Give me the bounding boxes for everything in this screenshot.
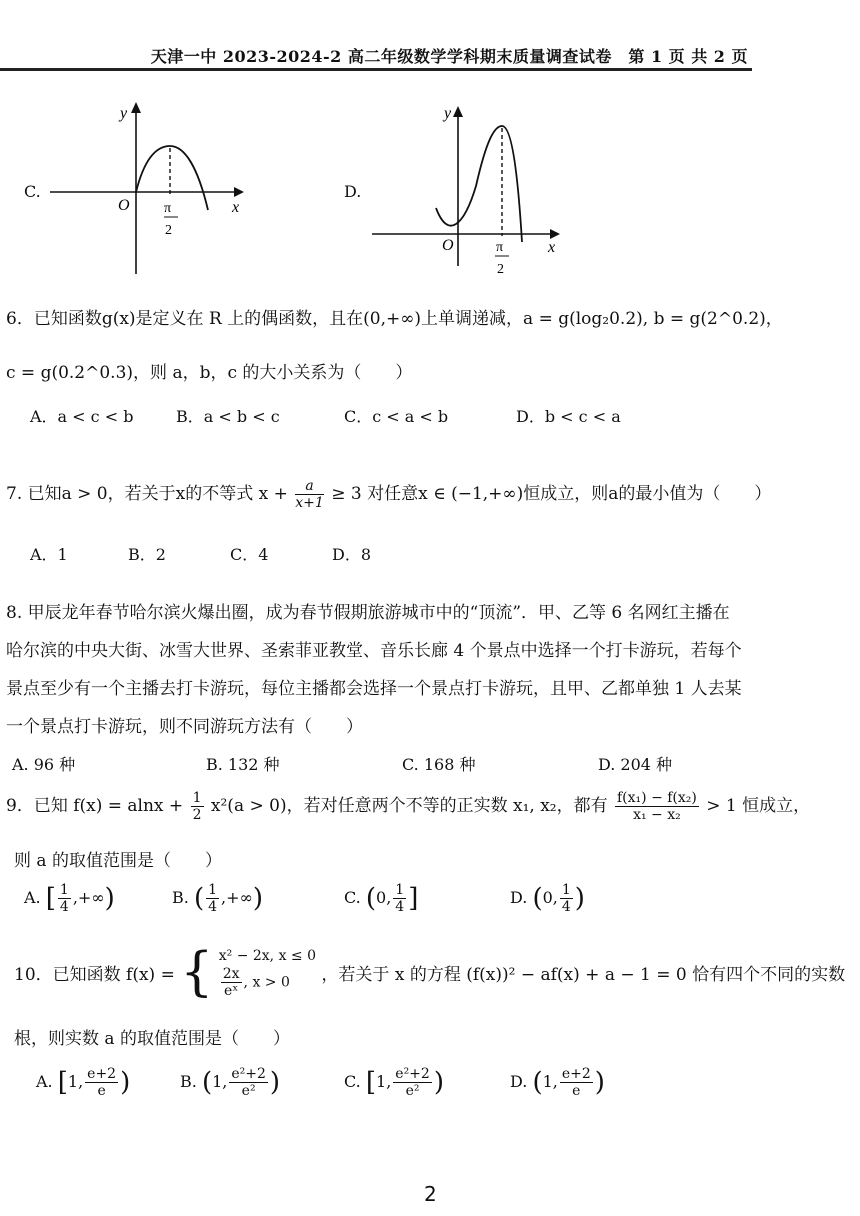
page-header: 天津一中 2023-2024-2 高二年级数学学科期末质量调查试卷 第 1 页 共 2 页 — [150, 47, 748, 66]
q10-option-d — [510, 1066, 605, 1099]
q10-case2-tail: , x > 0 — [243, 974, 290, 991]
q9-d-num: 1 — [561, 882, 571, 898]
q10-b-num: e²+2 — [231, 1066, 266, 1082]
q10-d-frac — [560, 1066, 593, 1099]
q10-c-letter: C. — [344, 1072, 361, 1091]
q10-a-frac — [85, 1066, 118, 1099]
q10-b-frac — [229, 1066, 268, 1099]
q9-a-frac — [58, 882, 71, 915]
q10-d-pre: 1, — [542, 1072, 558, 1091]
q9-half-den: 2 — [192, 807, 202, 823]
q9-c-letter: C. — [344, 888, 361, 907]
q7-option-a: A．1 — [30, 545, 68, 564]
q9-mid: x²(a > 0)，若对任意两个不等的正实数 x₁, x₂，都有 — [210, 796, 608, 816]
q6-option-a: A．a < c < b — [30, 407, 134, 426]
q10-d-open: ( — [532, 1067, 543, 1098]
q7-num: a — [295, 478, 324, 495]
q9-b-den: 4 — [208, 899, 218, 915]
graph-d-y: y — [444, 105, 452, 122]
q7-option-c: C．4 — [230, 545, 269, 564]
q10-c-den: e² — [405, 1083, 420, 1099]
q8-line3: 景点至少有一个主播去打卡游玩，每位主播都会选择一个景点打卡游玩，且甲、乙都单独 1 人去某 — [6, 679, 742, 699]
q10-c-num: e²+2 — [395, 1066, 430, 1082]
q10-d-close: ) — [594, 1067, 605, 1098]
q10-case2-num: 2x — [222, 966, 240, 982]
q10-option-c — [344, 1066, 444, 1099]
q8-option-c: C. 168 种 — [402, 755, 476, 774]
q7-stem — [6, 478, 771, 511]
graph-d-pi: π — [496, 240, 504, 255]
q8-option-d: D. 204 种 — [598, 755, 673, 774]
q9-diff-fraction — [615, 790, 699, 823]
q9-d-letter: D. — [510, 888, 528, 907]
q10-c-pre: 1, — [376, 1072, 392, 1091]
q9-d-open: ( — [532, 883, 543, 914]
q9-c-open: ( — [365, 883, 377, 914]
q10-b-close: ) — [269, 1067, 281, 1098]
header-rule — [0, 68, 752, 71]
q7-pre: 7. 已知a > 0，若关于x的不等式 x + — [6, 484, 288, 504]
graph-d-x: x — [548, 239, 556, 256]
q9-half-num: 1 — [192, 790, 202, 806]
graph-c — [40, 96, 280, 281]
q9-a-letter: A. — [24, 888, 41, 907]
graph-c-two: 2 — [165, 223, 172, 238]
q9-d-den: 4 — [561, 899, 571, 915]
q9-b-letter: B. — [172, 888, 189, 907]
q10-b-pre: 1, — [212, 1072, 228, 1091]
q8-line1: 8. 甲辰龙年春节哈尔滨火爆出圈，成为春节假期旅游城市中的“顶流”．甲、乙等 6 名网红主播在 — [6, 603, 730, 623]
q9-option-c — [344, 882, 418, 915]
q9-a-close: ) — [104, 883, 115, 914]
q9-d-frac — [560, 882, 573, 915]
graph-c-y: y — [120, 105, 128, 122]
q9-option-d — [510, 882, 585, 915]
q9-c-close: ] — [408, 883, 419, 914]
graph-d-origin: O — [442, 237, 454, 254]
q8-option-b: B. 132 种 — [206, 755, 280, 774]
q9-post: > 1 恒成立， — [706, 796, 811, 816]
graph-c-origin: O — [118, 197, 130, 214]
q10-b-letter: B. — [180, 1072, 197, 1091]
q10-line2: 根，则实数 a 的取值范围是（ ） — [14, 1029, 290, 1049]
graph-c-pi: π — [164, 201, 172, 216]
page-number: 2 — [424, 1182, 437, 1206]
graph-c-label: C. — [24, 182, 41, 201]
q10-a-close: ) — [120, 1067, 131, 1098]
q8-line4: 一个景点打卡游玩，则不同游玩方法有（ ） — [6, 717, 363, 737]
q7-fraction — [295, 478, 324, 511]
q9-c-num: 1 — [395, 882, 405, 898]
q7-post: ≥ 3 对任意x ∈ (−1,+∞)恒成立，则a的最小值为（ ） — [331, 484, 772, 504]
q9-c-frac — [393, 882, 406, 915]
q8-line2: 哈尔滨的中央大街、冰雪大世界、圣索菲亚教堂、音乐长廊 4 个景点中选择一个打卡游玩，若每个 — [6, 641, 742, 661]
q7-option-b: B．2 — [128, 545, 166, 564]
q9-a-tail: ,+∞ — [72, 888, 105, 907]
graph-c-x: x — [232, 199, 240, 216]
q9-d-close: ) — [574, 883, 585, 914]
q8-option-a: A. 96 种 — [12, 755, 76, 774]
q10-b-open: ( — [201, 1067, 213, 1098]
q9-half — [191, 790, 204, 823]
q9-b-open: ( — [193, 883, 205, 914]
q9-line2: 则 a 的取值范围是（ ） — [14, 851, 222, 871]
q10-a-pre: 1, — [67, 1072, 84, 1091]
graph-d-two: 2 — [497, 262, 504, 277]
q10-cases — [219, 946, 316, 999]
q9-a-den: 4 — [59, 899, 69, 915]
q10-d-den: e — [572, 1083, 581, 1099]
q10-case2 — [219, 966, 316, 999]
q9-frac-num: f(x₁) − f(x₂) — [617, 790, 697, 806]
q6-option-c: C．c < a < b — [344, 407, 449, 426]
q6-line1: 6．已知函数g(x)是定义在 R 上的偶函数，且在(0,+∞)上单调递减，a = g(log₂0.2), b = g(2^0.2)， — [6, 309, 783, 329]
graph-d-label: D. — [344, 182, 362, 201]
q10-stem — [14, 942, 846, 1003]
q10-case2-den: eˣ — [224, 983, 239, 999]
q10-a-num: e+2 — [87, 1066, 117, 1082]
q10-post: ，若关于 x 的方程 (f(x))² − af(x) + a − 1 = 0 恰有四个不同的实数 — [321, 965, 846, 985]
q10-case1: x² − 2x, x ≤ 0 — [218, 948, 317, 964]
q9-c-pre: 0, — [376, 888, 392, 907]
q10-brace: { — [180, 942, 214, 1003]
q9-d-pre: 0, — [542, 888, 558, 907]
q7-den: x+1 — [295, 495, 324, 511]
q9-b-tail: ,+∞ — [221, 888, 253, 907]
q10-d-num: e+2 — [561, 1066, 591, 1082]
q9-pre: 9．已知 f(x) = alnx + — [6, 796, 184, 816]
q6-line2: c = g(0.2^0.3)，则 a，b，c 的大小关系为（ ） — [6, 363, 413, 383]
q10-c-open: [ — [365, 1067, 377, 1098]
q6-option-b: B．a < b < c — [176, 407, 280, 426]
q9-b-close: ) — [252, 883, 263, 914]
q9-b-frac — [206, 882, 219, 915]
q7-option-d: D．8 — [332, 545, 372, 564]
q10-a-letter: A. — [36, 1072, 53, 1091]
q9-option-b — [172, 882, 263, 915]
q10-a-open: [ — [57, 1067, 68, 1098]
q9-option-a — [24, 882, 115, 915]
graph-d — [364, 96, 574, 281]
q10-a-den: e — [97, 1083, 106, 1099]
q9-b-num: 1 — [208, 882, 218, 898]
q9-stem — [6, 790, 810, 823]
q10-option-b — [180, 1066, 280, 1099]
q9-frac-den: x₁ − x₂ — [633, 807, 681, 823]
q10-c-frac — [393, 1066, 432, 1099]
q10-d-letter: D. — [510, 1072, 528, 1091]
q10-b-den: e² — [241, 1083, 256, 1099]
q10-c-close: ) — [433, 1067, 444, 1098]
q10-option-a — [36, 1066, 130, 1099]
q9-a-open: [ — [45, 883, 56, 914]
q10-case2-frac — [221, 966, 242, 999]
q9-a-num: 1 — [59, 882, 69, 898]
q6-option-d: D．b < c < a — [516, 407, 621, 426]
q9-c-den: 4 — [395, 899, 405, 915]
q10-pre: 10．已知函数 f(x) = — [14, 965, 175, 985]
